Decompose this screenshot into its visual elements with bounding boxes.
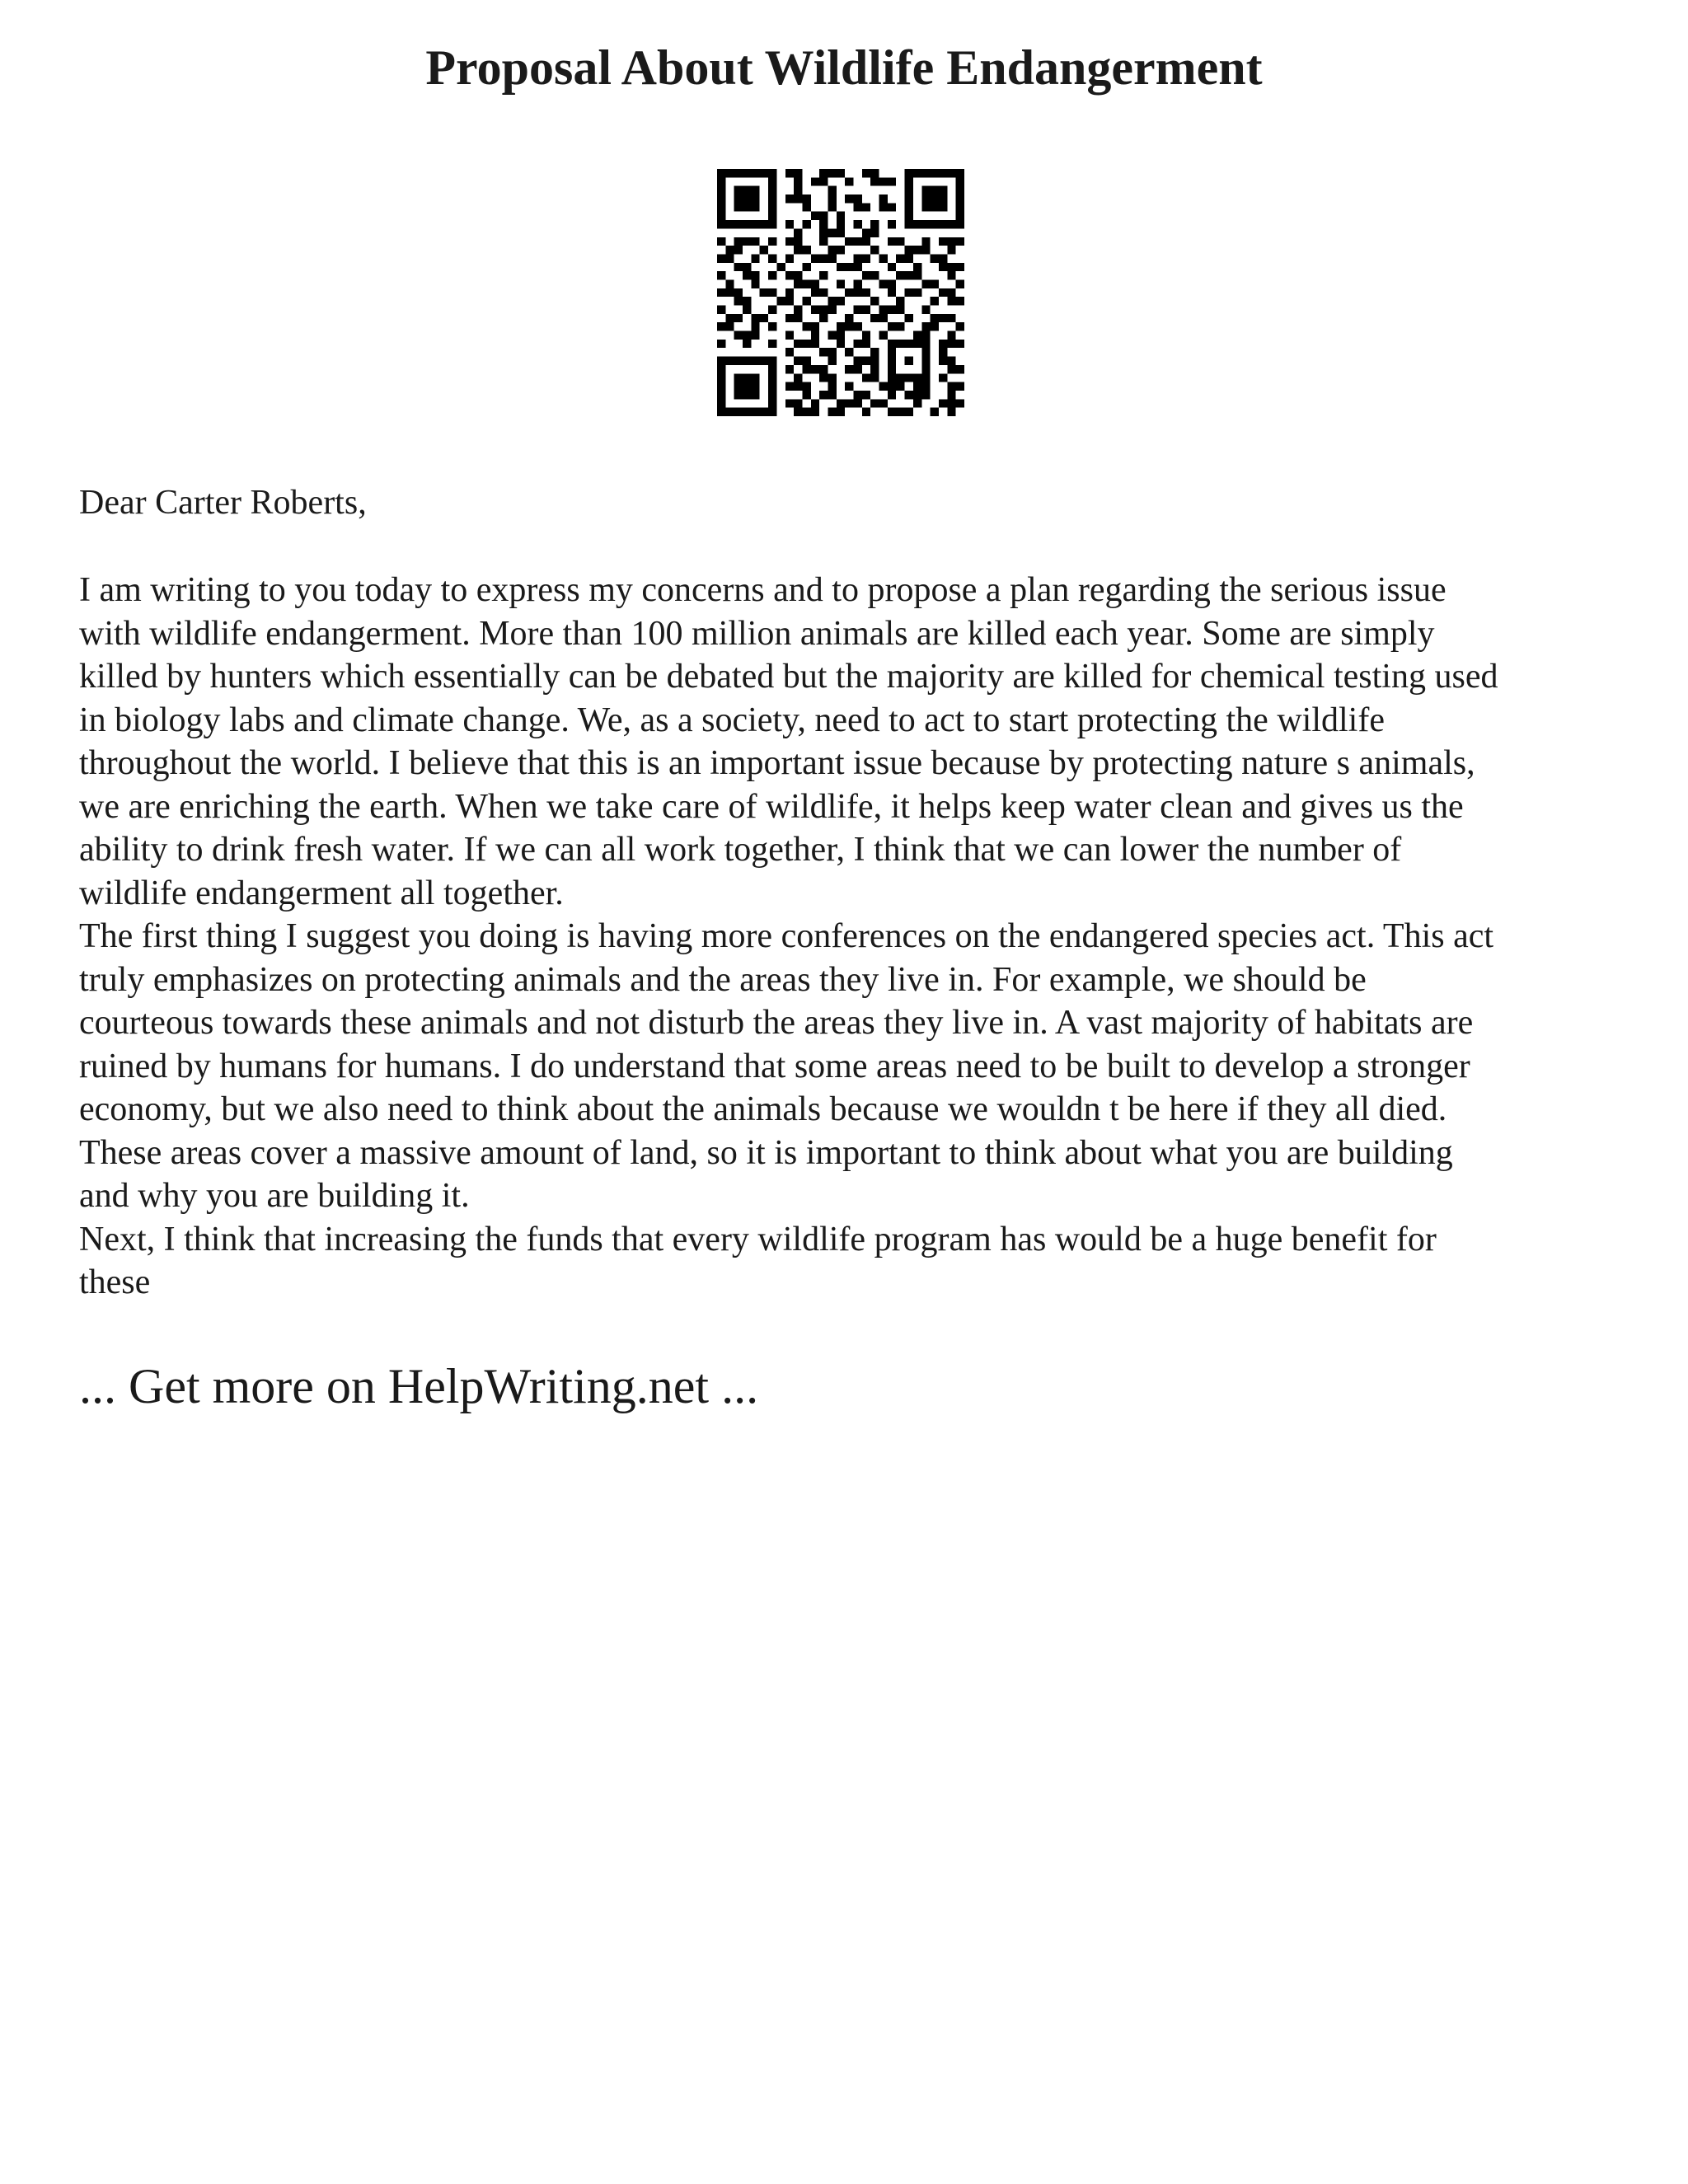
body-line: wildlife endangerment all together.: [79, 874, 564, 912]
body-line: courteous towards these animals and not disturb the areas they live in. A vast majority of habitats are: [79, 1004, 1474, 1042]
body-line: and why you are building it.: [79, 1177, 470, 1215]
body-line: with wildlife endangerment. More than 100 million animals are killed each year. Some are simply: [79, 614, 1435, 653]
salutation: Dear Carter Roberts,: [79, 484, 367, 522]
body-line: These areas cover a massive amount of land, so it is important to think about what you are building: [79, 1133, 1453, 1172]
body-line: economy, but we also need to think about the animals because we wouldn t be here if they all died.: [79, 1090, 1447, 1128]
body-line: ruined by humans for humans. I do understand that some areas need to be built to develop a stronger: [79, 1047, 1470, 1085]
body-line: we are enriching the earth. When we take care of wildlife, it helps keep water clean and gives us the: [79, 787, 1464, 826]
qr-code-icon: [717, 169, 964, 416]
letter-body: [79, 569, 1629, 1305]
document-title: Proposal About Wildlife Endangerment: [425, 40, 1263, 95]
body-line: killed by hunters which essentially can be debated but the majority are killed for chemical testing used: [79, 658, 1498, 696]
body-line: The first thing I suggest you doing is having more conferences on the endangered species act. This act: [79, 917, 1494, 955]
body-line: Next, I think that increasing the funds that every wildlife program has would be a huge benefit for: [79, 1220, 1437, 1258]
body-line: I am writing to you today to express my concerns and to propose a plan regarding the serious issue: [79, 571, 1447, 609]
get-more-link[interactable]: ... Get more on HelpWriting.net ...: [79, 1359, 759, 1413]
body-line: in biology labs and climate change. We, as a society, need to act to start protecting the wildlife: [79, 701, 1385, 739]
body-line: ability to drink fresh water. If we can all work together, I think that we can lower the number of: [79, 831, 1402, 869]
body-line: these: [79, 1263, 151, 1301]
body-line: truly emphasizes on protecting animals and the areas they live in. For example, we should be: [79, 960, 1367, 999]
body-line: throughout the world. I believe that this is an important issue because by protecting nature s animals,: [79, 744, 1475, 782]
